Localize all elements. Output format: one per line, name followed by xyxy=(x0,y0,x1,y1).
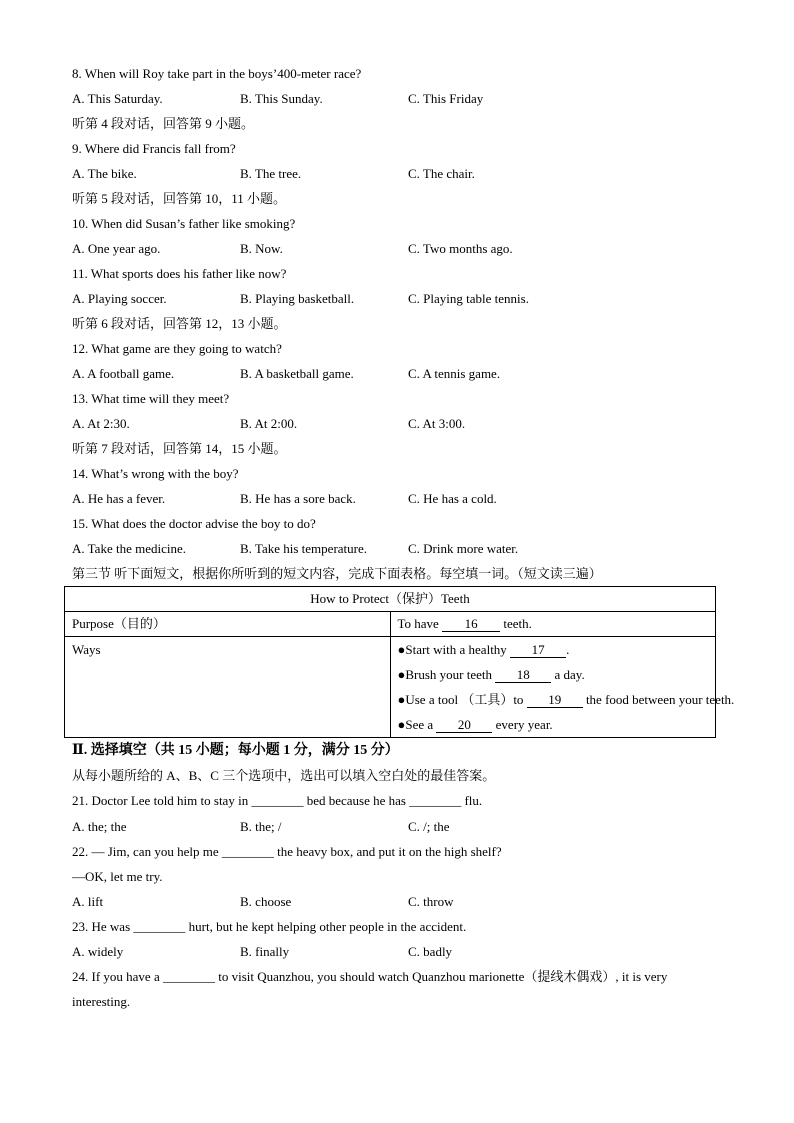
option-a: A. The bike. xyxy=(72,166,137,181)
question-22-reply: —OK, let me try. xyxy=(72,869,163,884)
option-c: C. /; the xyxy=(408,819,450,834)
way-text: ●Brush your teeth xyxy=(397,667,493,682)
question-11: 11. What sports does his father like now? xyxy=(72,266,287,281)
way-item xyxy=(398,712,709,737)
option-c: C. badly xyxy=(408,944,453,959)
purpose-pre: To have xyxy=(397,616,439,631)
section-note: 听第 4 段对话，回答第 9 小题。 xyxy=(72,116,255,131)
option-c: C. At 3:00. xyxy=(408,416,466,431)
question-23: 23. He was ________ hurt, but he kept helping other people in the accident. xyxy=(72,919,467,934)
question-15: 15. What does the doctor advise the boy to do? xyxy=(72,516,316,531)
option-b: B. Take his temperature. xyxy=(240,541,368,556)
purpose-post: teeth. xyxy=(503,616,532,631)
blank-17[interactable]: 17 xyxy=(510,643,566,658)
way-text: a day. xyxy=(554,667,585,682)
way-text: . xyxy=(566,642,570,657)
question-24: 24. If you have a ________ to visit Quanzhou, you should watch Quanzhou marionette（提线木偶戏）, it is very xyxy=(72,969,668,984)
option-b: B. choose xyxy=(240,894,292,909)
question-13: 13. What time will they meet? xyxy=(72,391,230,406)
way-item xyxy=(397,687,735,712)
option-c: C. Drink more water. xyxy=(408,541,519,556)
blank-16[interactable]: 16 xyxy=(442,617,500,632)
section-note: 听第 7 段对话，回答第 14，15 小题。 xyxy=(72,441,287,456)
option-b: B. A basketball game. xyxy=(240,366,354,381)
option-c: C. He has a cold. xyxy=(408,491,497,506)
way-text: the food between your teeth. xyxy=(585,692,735,707)
way-text: every year. xyxy=(495,717,553,732)
section-note: 听第 6 段对话，回答第 12，13 小题。 xyxy=(72,316,287,331)
blank-19[interactable]: 19 xyxy=(527,693,583,708)
option-b: B. He has a sore back. xyxy=(240,491,356,506)
option-a: A. This Saturday. xyxy=(72,91,163,106)
option-a: A. He has a fever. xyxy=(72,491,166,506)
option-c: C. This Friday xyxy=(408,91,484,106)
option-c: C. The chair. xyxy=(408,166,475,181)
question-12: 12. What game are they going to watch? xyxy=(72,341,282,356)
way-item xyxy=(398,662,709,687)
way-text: ●See a xyxy=(397,717,434,732)
option-a: A. the; the xyxy=(72,819,127,834)
ways-cell xyxy=(390,637,735,738)
option-a: A. Playing soccer. xyxy=(72,291,167,306)
purpose-cell xyxy=(390,612,716,637)
teeth-table xyxy=(64,586,735,738)
question-24-cont: interesting. xyxy=(72,994,131,1009)
option-b: B. Playing basketball. xyxy=(240,291,355,306)
question-10: 10. When did Susan’s father like smoking? xyxy=(72,216,296,231)
part2-heading: Ⅱ. 选择填空（共 15 小题；每小题 1 分，满分 15 分） xyxy=(72,743,399,758)
way-item xyxy=(398,637,709,662)
option-c: C. throw xyxy=(408,894,454,909)
option-a: A. widely xyxy=(72,944,124,959)
blank-18[interactable]: 18 xyxy=(495,668,551,683)
part2-instruction: 从每小题所给的 A、B、C 三个选项中，选出可以填入空白处的最佳答案。 xyxy=(72,768,496,783)
section3-instruction: 第三节 听下面短文，根据你所听到的短文内容，完成下面表格。每空填一词。（短文读三遍） xyxy=(72,566,602,581)
option-b: B. The tree. xyxy=(240,166,302,181)
purpose-label: Purpose（目的） xyxy=(65,612,391,637)
option-c: C. Two months ago. xyxy=(408,241,513,256)
option-a: A. One year ago. xyxy=(72,241,161,256)
way-text: ●Use a tool （工具）to xyxy=(397,692,524,707)
option-c: C. A tennis game. xyxy=(408,366,501,381)
option-b: B. This Sunday. xyxy=(240,91,323,106)
way-text: ●Start with a healthy xyxy=(397,642,507,657)
option-b: B. finally xyxy=(240,944,290,959)
question-8: 8. When will Roy take part in the boys’400-meter race? xyxy=(72,66,362,81)
option-a: A. At 2:30. xyxy=(72,416,130,431)
option-a: A. lift xyxy=(72,894,104,909)
option-b: B. Now. xyxy=(240,241,283,256)
table-title: How to Protect（保护）Teeth xyxy=(65,587,716,612)
question-21: 21. Doctor Lee told him to stay in ________ bed because he has ________ flu. xyxy=(72,793,483,808)
question-14: 14. What’s wrong with the boy? xyxy=(72,466,239,481)
option-a: A. Take the medicine. xyxy=(72,541,187,556)
section-note: 听第 5 段对话，回答第 10，11 小题。 xyxy=(72,191,287,206)
question-22: 22. — Jim, can you help me ________ the heavy box, and put it on the high shelf? xyxy=(72,844,502,859)
question-9: 9. Where did Francis fall from? xyxy=(72,141,236,156)
option-b: B. the; / xyxy=(240,819,282,834)
option-c: C. Playing table tennis. xyxy=(408,291,529,306)
blank-20[interactable]: 20 xyxy=(436,718,492,733)
option-a: A. A football game. xyxy=(72,366,175,381)
ways-label: Ways xyxy=(65,637,391,738)
option-b: B. At 2:00. xyxy=(240,416,298,431)
